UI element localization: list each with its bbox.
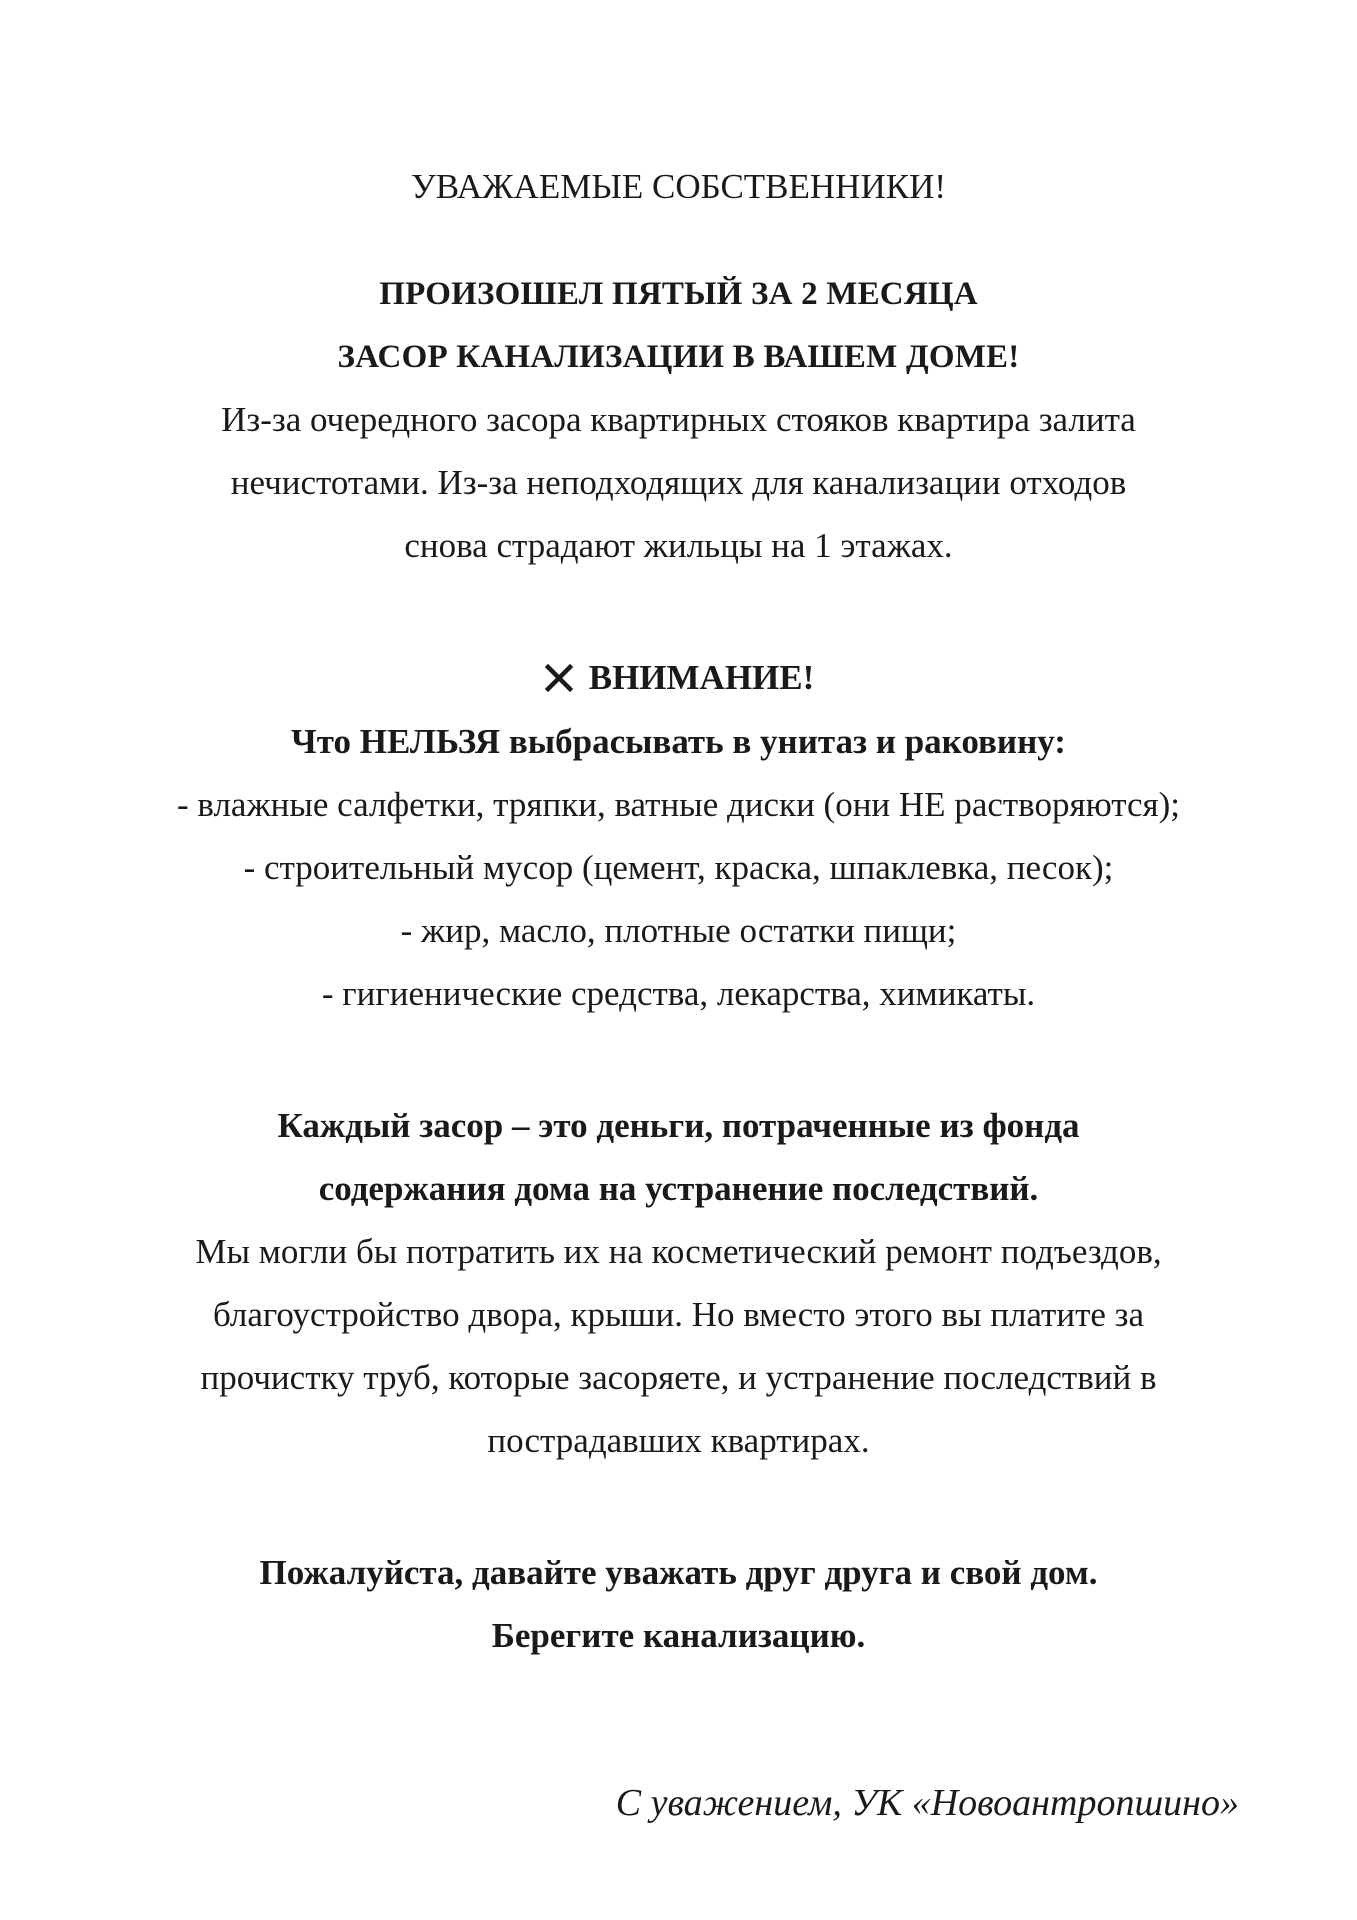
warning-title: ВНИМАНИЕ! xyxy=(588,658,815,697)
headline-line-1: ПРОИЗОШЕЛ ПЯТЫЙ ЗА 2 МЕСЯЦА xyxy=(379,276,978,312)
warning-item: - жир, масло, плотные остатки пищи; xyxy=(400,911,957,950)
warning-subtitle: Что НЕЛЬЗЯ выбрасывать в унитаз и раковину: xyxy=(291,722,1066,761)
warning-heading xyxy=(0,656,1357,700)
warning-item: - строительный мусор (цемент, краска, шпаклевка, песок); xyxy=(243,848,1114,887)
cost-line-2: благоустройство двора, крыши. Но вместо этого вы платите за xyxy=(212,1295,1145,1334)
intro-line-3: снова страдают жильцы на 1 этажах. xyxy=(404,526,953,565)
signature: С уважением, УК «Новоантропшино» xyxy=(615,1782,1239,1824)
cross-icon xyxy=(543,662,575,694)
cost-bold-line-1: Каждый засор – это деньги, потраченные из фонда xyxy=(277,1106,1080,1145)
intro-line-1: Из-за очередного засора квартирных стояков квартира залита xyxy=(221,400,1136,439)
cost-line-1: Мы могли бы потратить их на косметический ремонт подъездов, xyxy=(195,1232,1162,1271)
cost-bold-line-2: содержания дома на устранение последствий. xyxy=(318,1169,1039,1208)
greeting: УВАЖАЕМЫЕ СОБСТВЕННИКИ! xyxy=(410,167,946,206)
appeal-line-1: Пожалуйста, давайте уважать друг друга и свой дом. xyxy=(259,1553,1098,1592)
warning-item: - влажные салфетки, тряпки, ватные диски (они НЕ растворяются); xyxy=(176,785,1180,824)
headline-line-2: ЗАСОР КАНАЛИЗАЦИИ В ВАШЕМ ДОМЕ! xyxy=(337,339,1020,375)
cost-line-3: прочистку труб, которые засоряете, и устранение последствий в xyxy=(200,1358,1157,1397)
intro-line-2: нечистотами. Из-за неподходящих для канализации отходов xyxy=(230,463,1127,502)
appeal-line-2: Берегите канализацию. xyxy=(491,1616,866,1655)
cost-line-4: пострадавших квартирах. xyxy=(487,1421,870,1460)
warning-item: - гигиенические средства, лекарства, химикаты. xyxy=(321,974,1036,1013)
